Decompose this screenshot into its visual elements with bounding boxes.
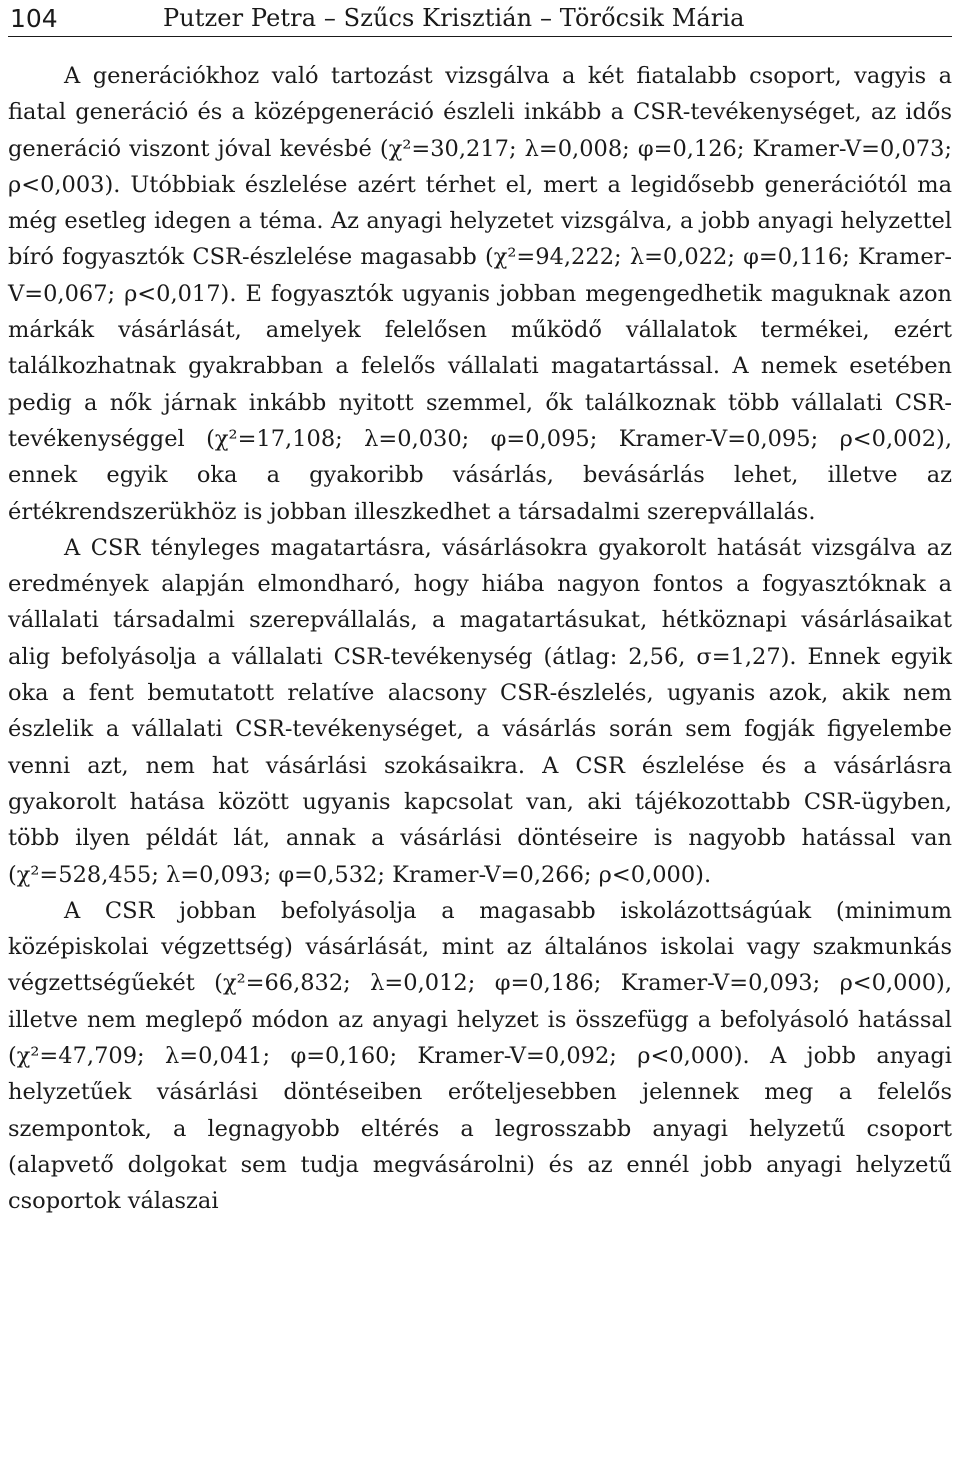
author-line: Putzer Petra – Szűcs Krisztián – Törőcsik Mária [163,4,745,32]
paragraph-csr-behavior: A CSR tényleges magatartásra, vásárlásokra gyakorolt hatását vizsgálva az eredmények alapján elmondharó, hogy hiába nagyon fontos a fogyasztóknak a vállalati társadalmi szerepvállalás, a magatartásukat, hétköznapi vásárlásaikat alig befolyásolja a vállalati CSR-tevékenység (átlag: 2,56, σ=1,27). Ennek egyik oka a fent bemutatott relatíve alacsony CSR-észlelés, ugyanis azok, akik nem észlelik a vállalati CSR-tevékenységet, a vásárlás során sem fogják figyelembe venni azt, nem hat vásárlási szokásaikra. A CSR észlelése és a vásárlásra gyakorolt hatása között ugyanis kapcsolat van, aki tájékozottabb CSR-ügyben, több ilyen példát lát, annak a vásárlási döntéseire is nagyobb hatással van (χ²=528,455; λ=0,093; φ=0,532; Kramer-V=0,266; ρ<0,000). [8,534,952,888]
paragraph-education: A CSR jobban befolyásolja a magasabb iskolázottságúak (minimum középiskolai végzettség) vásárlását, mint az általános iskolai vagy szakmunkás végzettségűekét (χ²=66,832; λ=0,012; φ=0,186; Kramer-V=0,093; ρ<0,000), illetve nem meglepő módon az anyagi helyzet is összefügg a befolyásoló hatással (χ²=47,709; λ=0,041; φ=0,160; Kramer-V=0,092; ρ<0,000). A jobb anyagi helyzetűek vásárlási döntéseiben erőteljesebben jelennek meg a felelős szempontok, a legnagyobb eltérés a legrosszabb anyagi helyzetű csoport (alapvető dolgokat sem tudja megvásárolni) és az ennél jobb anyagi helyzetű csoportok válaszai [8,897,952,1215]
body-text [8,58,952,1220]
running-header [8,2,952,37]
page-number: 104 [10,4,58,33]
paragraph-generations: A generációkhoz való tartozást vizsgálva a két fiatalabb csoport, vagyis a fiatal generáció és a középgeneráció észleli inkább a CSR-tevékenységet, az idős generáció viszont jóval kevésbé (χ²=30,217; λ=0,008; φ=0,126; Kramer-V=0,073; ρ<0,003). Utóbbiak észlelése azért térhet el, mert a legidősebb generációtól ma még esetleg idegen a téma. Az anyagi helyzetet vizsgálva, a jobb anyagi helyzettel bíró fogyasztók CSR-észlelése magasabb (χ²=94,222; λ=0,022; φ=0,116; Kramer-V=0,067; ρ<0,017). E fogyasztók ugyanis jobban megengedhetik maguknak azon márkák vásárlását, amelyek felelősen működő vállalatok termékei, ezért találkozhatnak gyakrabban a felelős vállalati magatartással. A nemek esetében pedig a nők járnak inkább nyitott szemmel, ők találkoznak több vállalati CSR-tevékenységgel (χ²=17,108; λ=0,030; φ=0,095; Kramer-V=0,095; ρ<0,002), ennek egyik oka a gyakoribb vásárlás, bevásárlás lehet, illetve az értékrendszerükhöz is jobban illeszkedhet a társadalmi szerepvállalás. [8,63,952,525]
